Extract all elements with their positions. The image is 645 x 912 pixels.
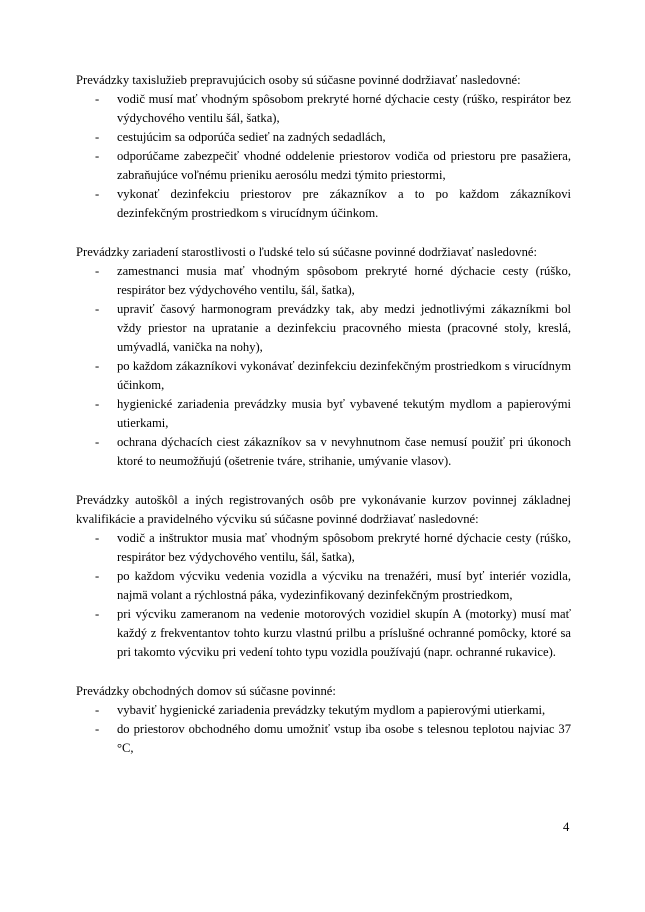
dash-bullet-icon: - <box>95 302 100 316</box>
dash-bullet-icon: - <box>95 722 100 736</box>
list-item-text: vodič a inštruktor musia mať vhodným spôsobom prekryté horné dýchacie cesty (rúško, respirátor bez výdychového ventilu, šál, šatka), <box>117 531 571 564</box>
list-item <box>76 567 571 605</box>
dash-bullet-icon: - <box>95 435 100 449</box>
list-item-text: do priestorov obchodného domu umožniť vstup iba osobe s telesnou teplotou najviac 37 °C, <box>117 722 571 755</box>
document-page <box>76 71 571 778</box>
list-item <box>76 90 571 128</box>
list-item <box>76 433 571 471</box>
dash-bullet-icon: - <box>95 359 100 373</box>
list-item-text: ochrana dýchacích ciest zákazníkov sa v nevyhnutnom čase nemusí použiť pri úkonoch ktoré to neumožňujú (ošetrenie tváre, strihanie, umývanie vlasov). <box>117 435 571 468</box>
dash-bullet-icon: - <box>95 92 100 106</box>
section-title: Prevádzky zariadení starostlivosti o ľudské telo sú súčasne povinné dodržiavať nasledovné: <box>76 245 537 259</box>
dash-bullet-icon: - <box>95 531 100 545</box>
list-item <box>76 529 571 567</box>
list-item <box>76 357 571 395</box>
list-item-text: zamestnanci musia mať vhodným spôsobom prekryté horné dýchacie cesty (rúško, respirátor bez výdychového ventilu, šál, šatka), <box>117 264 571 297</box>
list-item <box>76 185 571 223</box>
section-title: Prevádzky autoškôl a iných registrovaných osôb pre vykonávanie kurzov povinnej základnej kvalifikácie a pravidelného výcviku sú súčasne povinné dodržiavať nasledovné: <box>76 493 571 526</box>
dash-bullet-icon: - <box>95 569 100 583</box>
dash-bullet-icon: - <box>95 607 100 621</box>
dash-bullet-icon: - <box>95 264 100 278</box>
bullet-list <box>76 90 571 223</box>
dash-bullet-icon: - <box>95 703 100 717</box>
list-item <box>76 605 571 662</box>
list-item-text: vodič musí mať vhodným spôsobom prekryté horné dýchacie cesty (rúško, respirátor bez výdychového ventilu šál, šatka), <box>117 92 571 125</box>
dash-bullet-icon: - <box>95 130 100 144</box>
list-item-text: pri výcviku zameranom na vedenie motorových vozidiel skupín A (motorky) musí mať každý z frekventantov tohto kurzu vlastnú prilbu a príslušné ochranné pomôcky, ktoré sa pri takomto výcviku pri vedení tohto typu vozidla používajú (napr. ochranné rukavice). <box>117 607 571 659</box>
dash-bullet-icon: - <box>95 397 100 411</box>
list-item-text: vykonať dezinfekciu priestorov pre zákazníkov a to po každom zákazníkovi dezinfekčným prostriedkom s virucídnym účinkom. <box>117 187 571 220</box>
list-item <box>76 147 571 185</box>
list-item-text: po každom zákazníkovi vykonávať dezinfekciu dezinfekčným prostriedkom s virucídnym účinkom, <box>117 359 571 392</box>
list-item <box>76 701 571 720</box>
list-item-text: vybaviť hygienické zariadenia prevádzky tekutým mydlom a papierovými utierkami, <box>117 703 546 717</box>
list-item <box>76 128 571 147</box>
list-item <box>76 395 571 433</box>
bullet-list <box>76 529 571 662</box>
section-title: Prevádzky taxislužieb prepravujúcich osoby sú súčasne povinné dodržiavať nasledovné: <box>76 73 521 87</box>
section-department-stores <box>76 682 571 758</box>
list-item-text: po každom výcviku vedenia vozidla a výcviku na trenažéri, musí byť interiér vozidla, najmä volant a rýchlostná páka, vydezinfikovaný dezinfekčným prostriedkom, <box>117 569 571 602</box>
dash-bullet-icon: - <box>95 149 100 163</box>
list-item <box>76 720 571 758</box>
list-item-text: upraviť časový harmonogram prevádzky tak, aby medzi jednotlivými zákazníkmi bol vždy priestor na upratanie a dezinfekciu pracovného miesta (pracovné stoly, kreslá, umývadlá, vanička na nohy), <box>117 302 571 354</box>
list-item-text: cestujúcim sa odporúča sedieť na zadných sedadlách, <box>117 130 386 144</box>
section-driving-schools <box>76 491 571 662</box>
dash-bullet-icon: - <box>95 187 100 201</box>
list-item-text: hygienické zariadenia prevádzky musia byť vybavené tekutým mydlom a papierovými utierkami, <box>117 397 571 430</box>
section-taxi-services <box>76 71 571 223</box>
list-item-text: odporúčame zabezpečiť vhodné oddelenie priestorov vodiča od priestoru pre pasažiera, zabraňujúce voľnému prieniku aerosólu medzi týmito priestormi, <box>117 149 571 182</box>
section-body-care <box>76 243 571 471</box>
bullet-list <box>76 262 571 471</box>
list-item <box>76 300 571 357</box>
bullet-list <box>76 701 571 758</box>
page-number: 4 <box>563 820 570 834</box>
section-title: Prevádzky obchodných domov sú súčasne povinné: <box>76 684 336 698</box>
list-item <box>76 262 571 300</box>
